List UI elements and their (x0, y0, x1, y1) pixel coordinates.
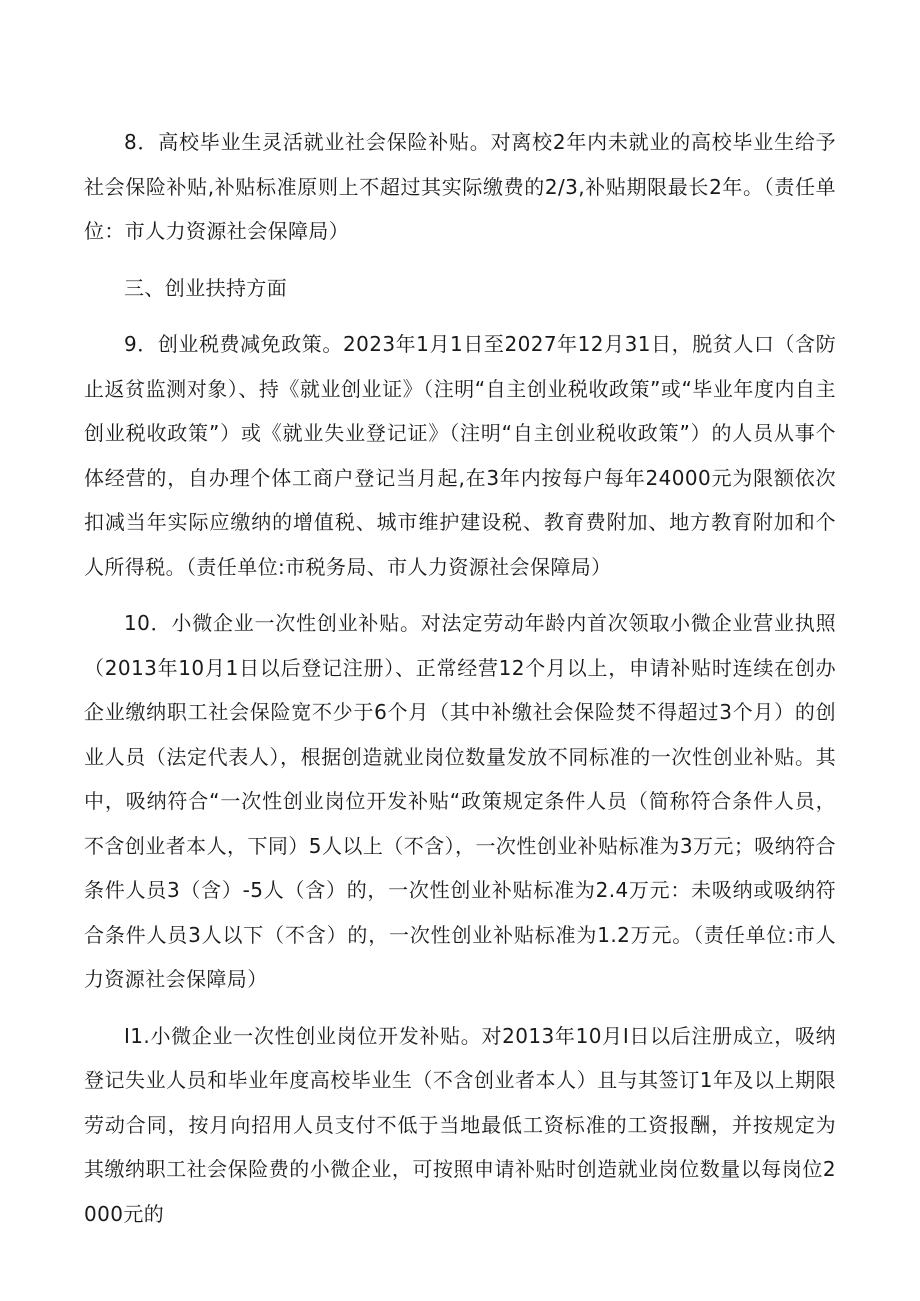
paragraph-item-9: 9．创业税费减免政策。2023年1月1日至2027年12月31日，脱贫人口（含防止返贫监测对象）、持《就业创业证》（注明“自主创业税收政策”或“毕业年度内自主创业税收政策”）或《就业失业登记证》（注明“自主创业税收政策”）的人员从事个体经营的，自办理个体工商户登记当月起,在3年内按每户每年24000元为限额依次扣减当年实际应缴纳的增值税、城市维护建设税、教育费附加、地方教育附加和个人所得税。（责任单位:市税务局、市人力资源社会保障局） (84, 332, 836, 579)
section-heading-entrepreneurship-support: 三、创业扶持方面 (124, 275, 288, 300)
paragraph-item-10: 10．小微企业一次性创业补贴。对法定劳动年龄内首次领取小微企业营业执照（2013年10月1日以后登记注册）、正常经营12个月以上，申请补贴时连续在创办企业缴纳职工社会保险宽不少于6个月（其中补缴社会保险焚不得超过3个月）的创业人员（法定代表人），根据创造就业岗位数量发放不同标准的一次性创业补贴。其中，吸纳符合“一次性创业岗位开发补贴“政策规定条件人员（简称符合条件人员，不含创业者本人，下同）5人以上（不含），一次性创业补贴标准为3万元；吸纳符合条件人员3（含）-5人（含）的，一次性创业补贴标准为2.4万元：未吸纳或吸纳符合条件人员3人以下（不含）的，一次性创业补贴标准为1.2万元。（责任单位:市人力资源社会保障局） (84, 611, 836, 991)
paragraph-item-8: 8．高校毕业生灵活就业社会保险补贴。对离校2年内未就业的高校毕业生给予社会保险补贴,补贴标准原则上不超过其实际缴费的2/3,补贴期限最长2年。（责任单位：市人力资源社会保障局） (84, 130, 836, 243)
paragraph-item-11: I1.小微企业一次性创业岗位开发补贴。对2013年10月I日以后注册成立，吸纳登记失业人员和毕业年度高校毕业生（不含创业者本人）且与其签订1年及以上期限劳动合同，按月向招用人员支付不低于当地最低工资标准的工资报酬，并按规定为其缴纳职工社会保险费的小微企业，可按照申请补贴时创造就业岗位数量以每岗位2000元的 (84, 1023, 836, 1226)
